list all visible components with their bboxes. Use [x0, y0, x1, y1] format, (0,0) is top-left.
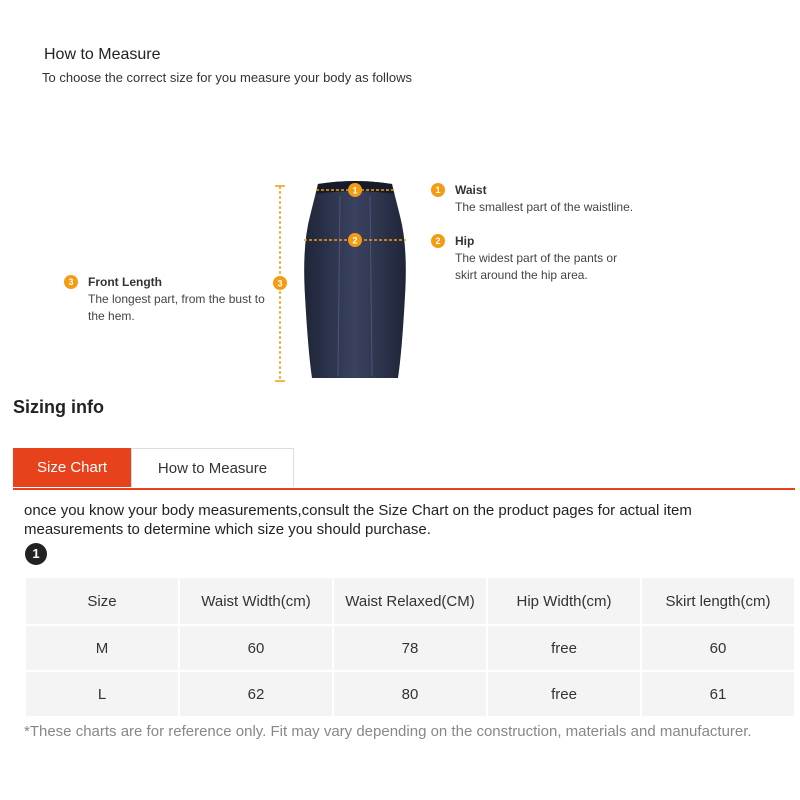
size-chart-instructions: once you know your body measurements,consult the Size Chart on the product pages for actual item measurements to determine which size you should purchase. [24, 502, 692, 538]
table-row [26, 626, 794, 670]
skirt-image [270, 176, 435, 391]
header-skirt-length: Skirt length(cm) [642, 578, 794, 624]
cell-skirt-length: 61 [642, 672, 794, 716]
front-length-description-line2: the hem. [88, 309, 135, 323]
tab-size-chart[interactable]: Size Chart [13, 448, 131, 487]
waist-marker: 1 [352, 185, 358, 196]
waist-description: The smallest part of the waistline. [455, 200, 634, 214]
waist-label: Waist [455, 183, 487, 197]
legend-front-length [64, 274, 265, 325]
how-to-measure-title: How to Measure [44, 46, 161, 63]
size-chart-footnote: *These charts are for reference only. Fit may vary depending on the construction, materials and manufacturer. [24, 723, 752, 740]
length-marker: 3 [277, 278, 283, 289]
table-header-row [26, 578, 794, 624]
front-length-label: Front Length [88, 275, 162, 289]
waist-badge: 1 [431, 183, 445, 197]
legend-waist [431, 182, 633, 216]
header-hip-width: Hip Width(cm) [488, 578, 640, 624]
cell-skirt-length: 60 [642, 626, 794, 670]
hip-description-line1: The widest part of the pants or [455, 251, 618, 265]
table-row [26, 672, 794, 716]
step-number-badge: 1 [25, 543, 47, 565]
header-size: Size [26, 578, 178, 624]
hip-description-line2: skirt around the hip area. [455, 268, 588, 282]
how-to-measure-subtitle: To choose the correct size for you measure your body as follows [42, 70, 412, 85]
cell-waist-relaxed: 78 [334, 626, 486, 670]
cell-waist-relaxed: 80 [334, 672, 486, 716]
tab-bar [13, 448, 795, 490]
size-table [24, 576, 796, 718]
sizing-info-title: Sizing info [13, 397, 104, 417]
skirt-diagram [270, 176, 435, 391]
hip-label: Hip [455, 234, 475, 248]
hip-badge: 2 [431, 234, 445, 248]
cell-waist-width: 60 [180, 626, 332, 670]
cell-size: M [26, 626, 178, 670]
front-length-badge: 3 [64, 275, 78, 289]
cell-hip-width: free [488, 626, 640, 670]
legend-hip [431, 233, 617, 284]
header-waist-width: Waist Width(cm) [180, 578, 332, 624]
cell-size: L [26, 672, 178, 716]
hip-marker: 2 [352, 235, 358, 246]
cell-waist-width: 62 [180, 672, 332, 716]
cell-hip-width: free [488, 672, 640, 716]
front-length-description-line1: The longest part, from the bust to [88, 292, 265, 306]
tab-how-to-measure[interactable]: How to Measure [131, 448, 294, 487]
header-waist-relaxed: Waist Relaxed(CM) [334, 578, 486, 624]
